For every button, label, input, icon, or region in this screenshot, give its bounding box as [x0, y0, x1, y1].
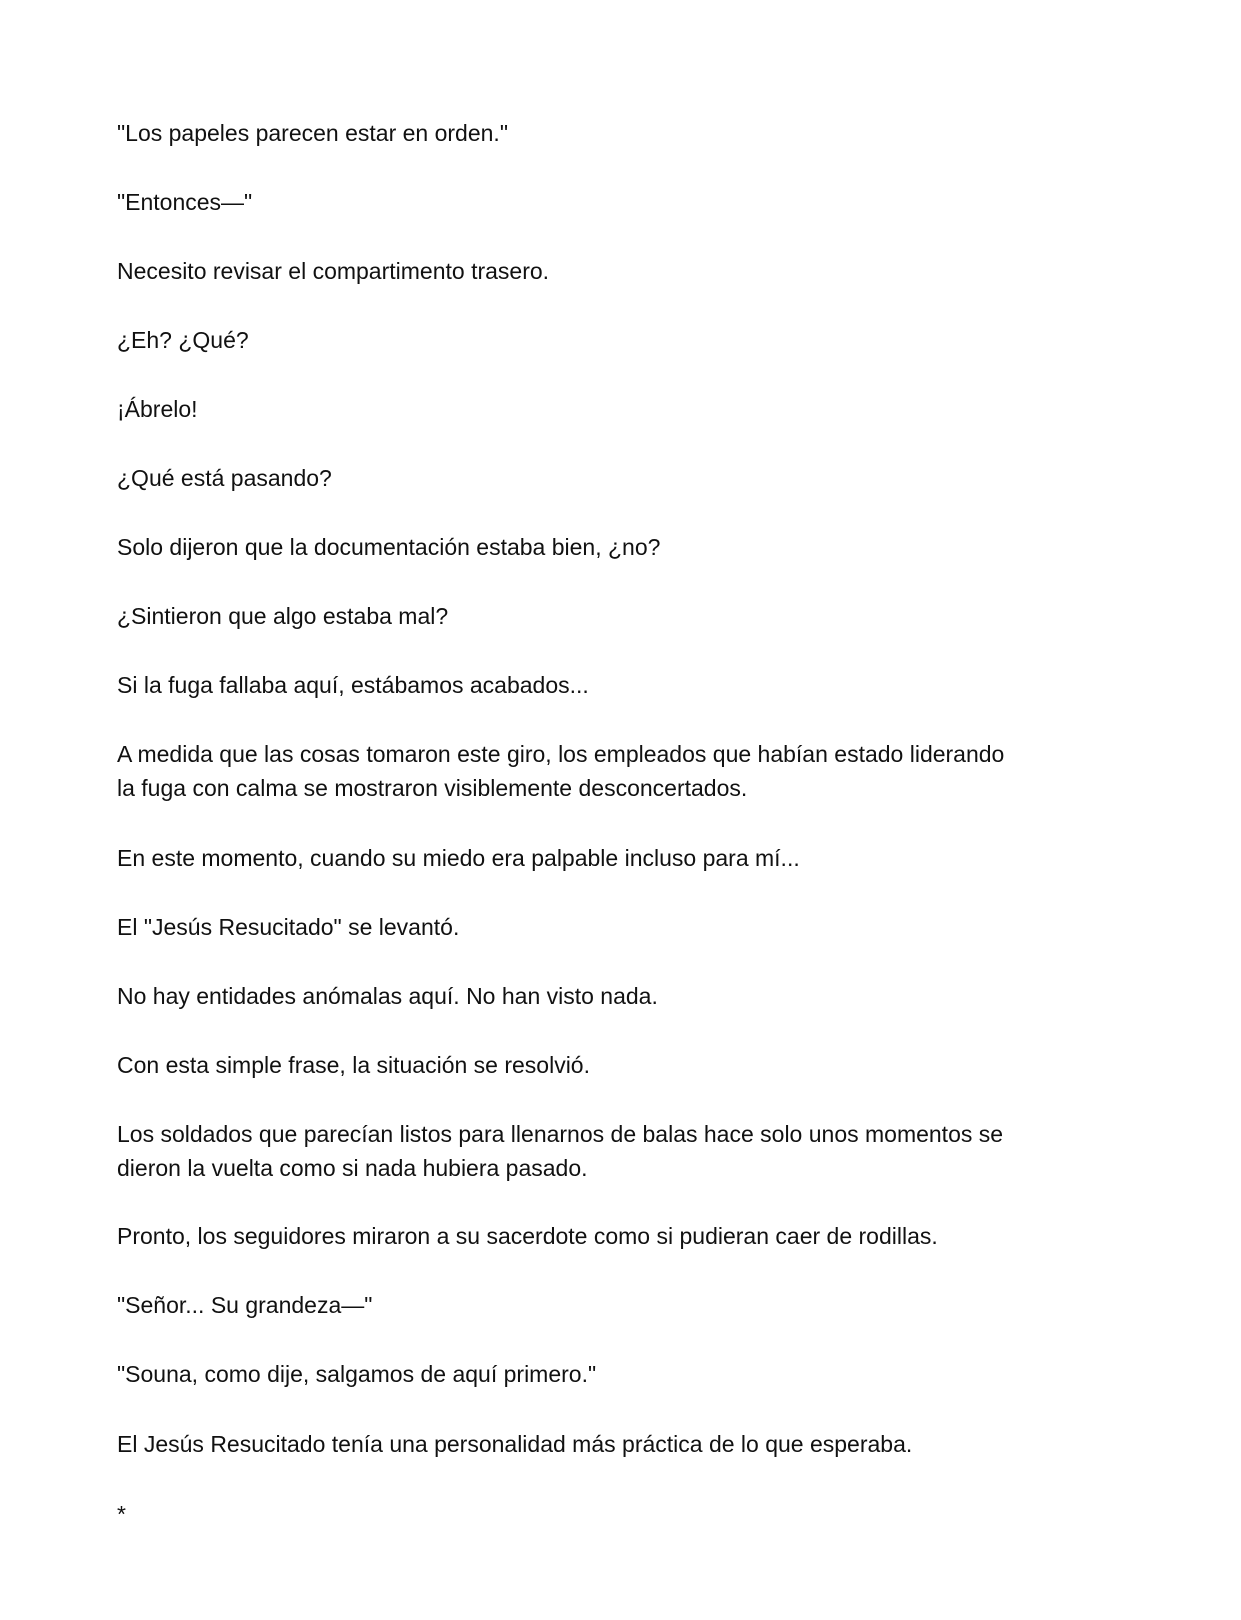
- paragraph-6: [117, 461, 1127, 495]
- paragraph-3: [117, 254, 1127, 288]
- paragraph-line: Pronto, los seguidores miraron a su sacerdote como si pudieran caer de rodillas.: [117, 1223, 938, 1249]
- paragraph-8: [117, 599, 1127, 633]
- paragraph-line: ¿Sintieron que algo estaba mal?: [117, 603, 449, 629]
- paragraph-5: [117, 392, 1127, 426]
- paragraph-line: No hay entidades anómalas aquí. No han visto nada.: [117, 983, 658, 1009]
- paragraph-line: ¿Qué está pasando?: [117, 465, 332, 491]
- scene-break-asterisk: [117, 1497, 1127, 1531]
- paragraph-9: [117, 668, 1127, 702]
- paragraph-line: ¿Eh? ¿Qué?: [117, 327, 249, 353]
- paragraph-4: [117, 323, 1127, 357]
- paragraph-line: Los soldados que parecían listos para llenarnos de balas hace solo unos momentos se: [117, 1121, 1004, 1147]
- paragraph-13: [117, 979, 1127, 1013]
- paragraph-line: dieron la vuelta como si nada hubiera pasado.: [117, 1155, 588, 1181]
- paragraph-line: A medida que las cosas tomaron este giro, los empleados que habían estado liderando: [117, 741, 1005, 767]
- paragraph-10: [117, 737, 1127, 805]
- paragraph-line: ¡Ábrelo!: [117, 396, 198, 422]
- paragraph-18: [117, 1357, 1127, 1391]
- paragraph-line: Necesito revisar el compartimento trasero.: [117, 258, 550, 284]
- paragraph-line: Con esta simple frase, la situación se resolvió.: [117, 1052, 590, 1078]
- paragraph-line: "Los papeles parecen estar en orden.": [117, 120, 508, 146]
- paragraph-line: En este momento, cuando su miedo era palpable incluso para mí...: [117, 845, 800, 871]
- paragraph-17: [117, 1288, 1127, 1322]
- paragraph-line: "Souna, como dije, salgamos de aquí primero.": [117, 1361, 597, 1387]
- paragraph-line: *: [117, 1501, 126, 1527]
- paragraph-16: [117, 1219, 1127, 1253]
- paragraph-line: la fuga con calma se mostraron visiblemente desconcertados.: [117, 775, 748, 801]
- paragraph-line: Si la fuga fallaba aquí, estábamos acabados...: [117, 672, 589, 698]
- paragraph-line: Solo dijeron que la documentación estaba bien, ¿no?: [117, 534, 661, 560]
- paragraph-2: [117, 185, 1127, 219]
- paragraph-14: [117, 1048, 1127, 1082]
- paragraph-line: El "Jesús Resucitado" se levantó.: [117, 914, 460, 940]
- paragraph-12: [117, 910, 1127, 944]
- paragraph-line: El Jesús Resucitado tenía una personalidad más práctica de lo que esperaba.: [117, 1431, 913, 1457]
- paragraph-7: [117, 530, 1127, 564]
- paragraph-11: [117, 841, 1127, 875]
- paragraph-15: [117, 1117, 1127, 1185]
- paragraph-line: "Entonces—": [117, 189, 253, 215]
- paragraph-19: [117, 1427, 1127, 1461]
- paragraph-1: [117, 116, 1127, 150]
- paragraph-line: "Señor... Su grandeza—": [117, 1292, 373, 1318]
